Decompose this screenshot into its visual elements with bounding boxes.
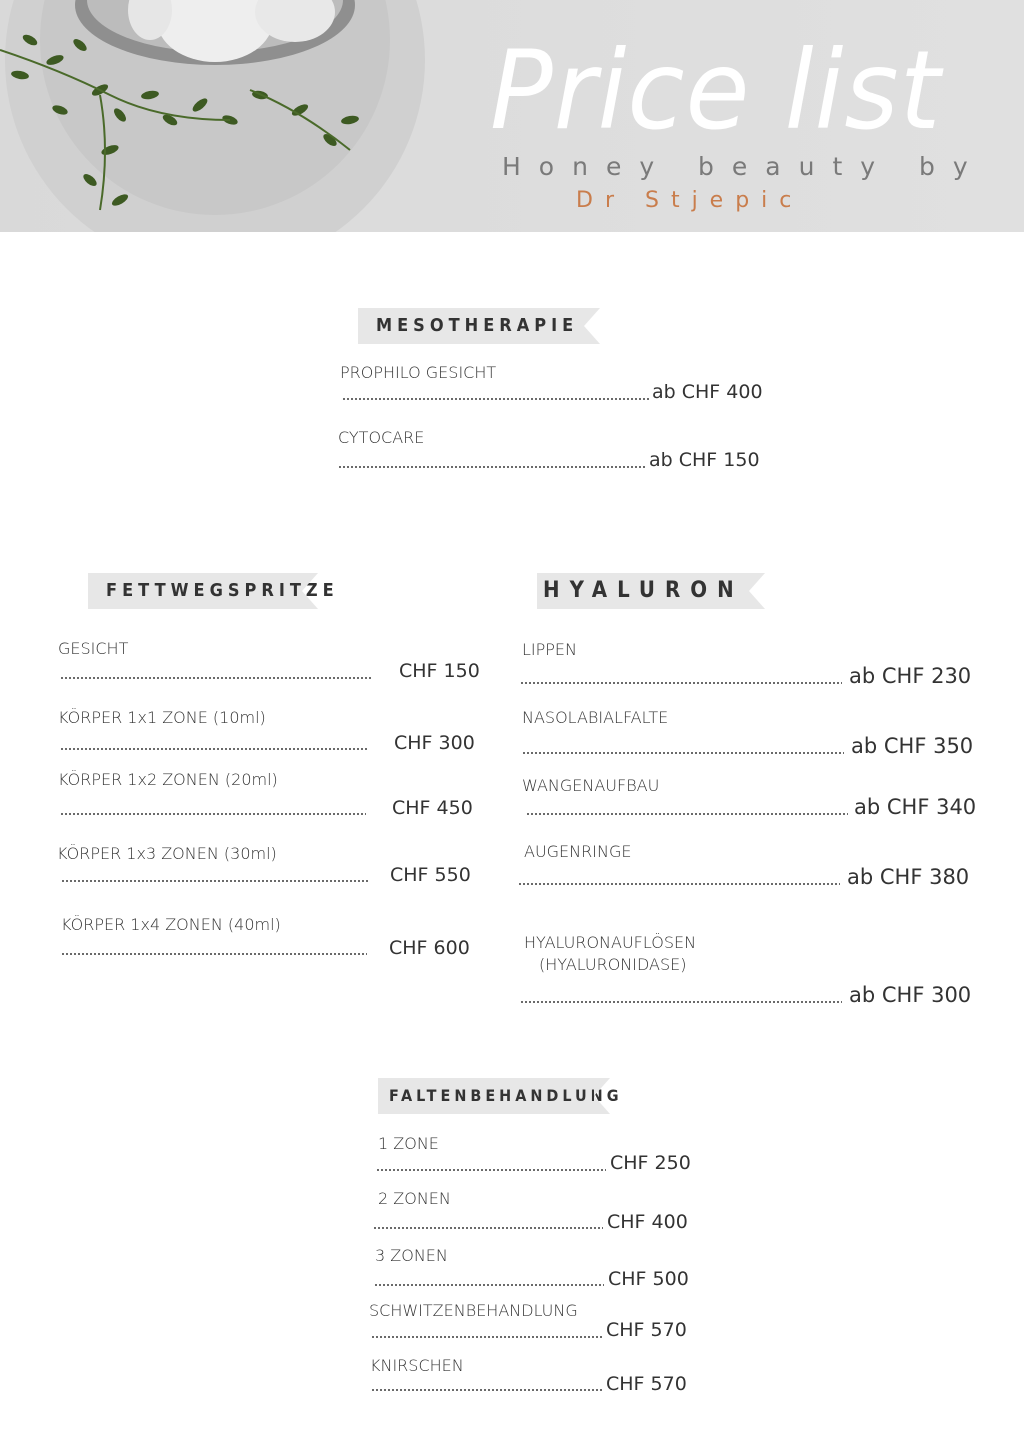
item-label: KÖRPER 1x3 ZONEN (30ml)	[57, 844, 277, 863]
item-price: ab CHF 350	[851, 734, 974, 758]
dot-leader	[61, 953, 367, 955]
item-label: WANGENAUFBAU	[522, 776, 660, 795]
item-price: CHF 400	[607, 1211, 688, 1233]
section-heading-faltenbehandlung: FALTENBEHANDLUNG	[378, 1078, 594, 1114]
dot-leader	[342, 398, 650, 400]
item-label: 1 ZONE	[378, 1134, 439, 1153]
item-label-secondary: (HYALURONIDASE)	[539, 955, 687, 974]
dot-leader	[518, 883, 840, 885]
dot-leader	[60, 813, 366, 815]
item-label: KÖRPER 1x1 ZONE (10ml)	[58, 708, 266, 727]
dot-leader	[520, 682, 842, 684]
item-label: KNIRSCHEN	[370, 1356, 464, 1375]
plant-bowl-photo	[0, 0, 460, 232]
item-label: HYALURONAUFLÖSEN	[524, 933, 697, 952]
dot-leader	[338, 466, 646, 468]
item-label: CYTOCARE	[338, 428, 425, 447]
item-label: SCHWITZENBEHANDLUNG	[369, 1301, 578, 1320]
item-label: GESICHT	[58, 639, 129, 658]
section-heading-hyaluron: HYALURON	[537, 573, 749, 609]
dot-leader	[371, 1389, 603, 1391]
header-banner	[0, 0, 1024, 232]
item-label: 2 ZONEN	[378, 1189, 451, 1208]
dot-leader	[61, 880, 369, 882]
dot-leader	[520, 1001, 842, 1003]
item-price: ab CHF 400	[652, 381, 763, 403]
item-label: KÖRPER 1x4 ZONEN (40ml)	[61, 915, 281, 934]
item-price: CHF 300	[394, 732, 475, 754]
item-price: CHF 570	[606, 1319, 687, 1341]
subtitle-doctor: Dr Stjepic	[576, 188, 804, 213]
item-price: ab CHF 150	[649, 449, 760, 471]
subtitle-brand: Honey beauty by	[502, 152, 986, 181]
item-price: CHF 550	[390, 864, 471, 886]
section-heading-mesotherapie: MESOTHERAPIE	[358, 308, 584, 344]
section-heading-fettwegspritze: FETTWEGSPRITZE	[88, 573, 302, 609]
dot-leader	[60, 748, 368, 750]
dot-leader	[522, 752, 844, 754]
item-label: KÖRPER 1x2 ZONEN (20ml)	[58, 770, 278, 789]
dot-leader	[376, 1169, 606, 1171]
item-price: CHF 250	[610, 1152, 691, 1174]
dot-leader	[60, 677, 372, 679]
dot-leader	[371, 1336, 603, 1338]
dot-leader	[373, 1227, 603, 1229]
item-price: ab CHF 380	[847, 865, 970, 889]
page-title: Price list	[490, 25, 942, 155]
item-label: PROPHILO GESICHT	[340, 363, 497, 382]
dot-leader	[526, 813, 848, 815]
item-price: ab CHF 340	[854, 795, 977, 819]
item-price: CHF 150	[399, 660, 480, 682]
item-label: NASOLABIALFALTE	[522, 708, 669, 727]
item-price: ab CHF 300	[849, 983, 972, 1007]
item-price: CHF 570	[606, 1373, 687, 1395]
item-price: CHF 600	[389, 937, 470, 959]
dot-leader	[374, 1284, 604, 1286]
item-label: 3 ZONEN	[375, 1246, 448, 1265]
item-price: CHF 450	[392, 797, 473, 819]
item-price: ab CHF 230	[849, 664, 972, 688]
item-label: AUGENRINGE	[524, 842, 632, 861]
item-label: LIPPEN	[522, 640, 578, 659]
item-price: CHF 500	[608, 1268, 689, 1290]
